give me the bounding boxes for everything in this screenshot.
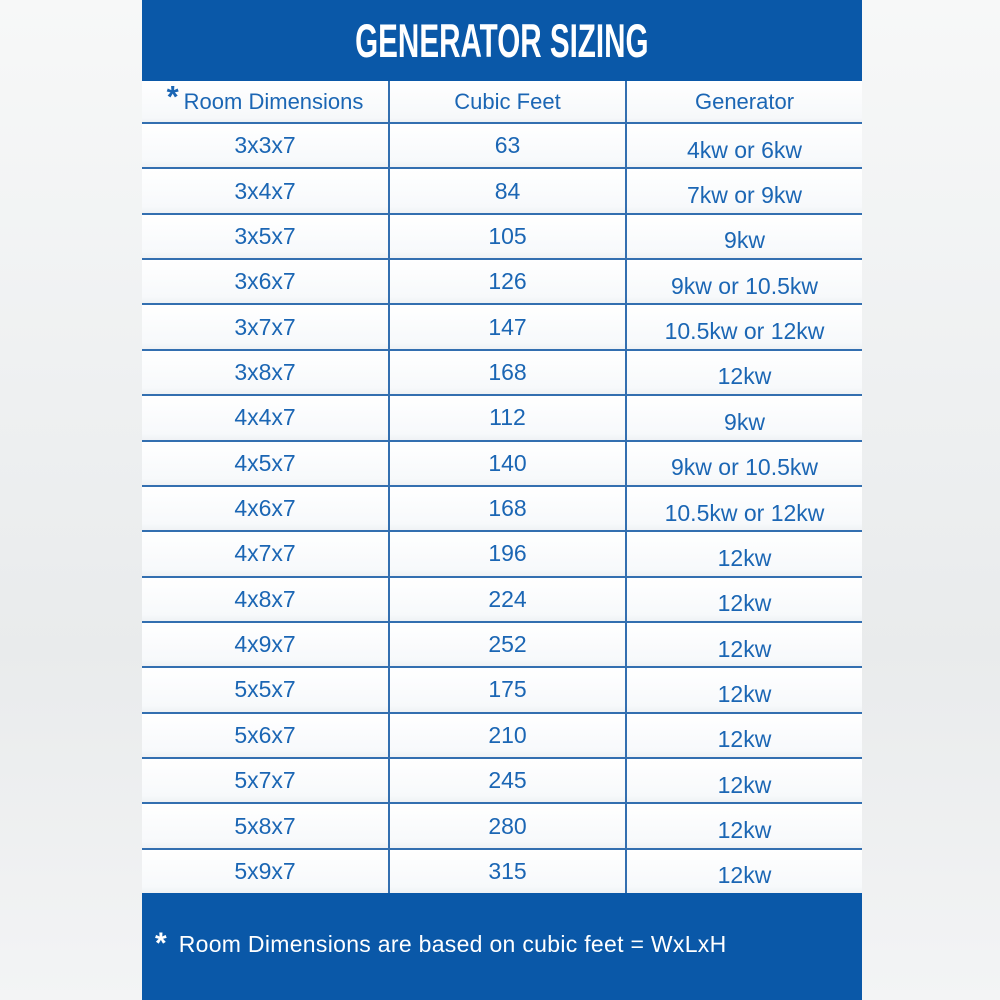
column-header-generator: Generator: [694, 88, 795, 114]
column-header-room-dimensions: [142, 78, 390, 122]
cell-cubic-feet: 168: [390, 351, 627, 394]
cell-generator: 7kw or 9kw: [686, 182, 803, 209]
cell-room-dimensions: 3x4x7: [142, 169, 390, 212]
cell-generator: 9kw or 10.5kw: [670, 272, 818, 299]
table-row: [142, 532, 862, 577]
cell-cubic-feet: 210: [390, 714, 627, 757]
cell-room-dimensions: 5x9x7: [142, 850, 390, 893]
cell-room-dimensions: 5x7x7: [142, 759, 390, 802]
table-row: [142, 578, 862, 623]
cell-cubic-feet: 105: [390, 215, 627, 258]
cell-generator: 12kw: [717, 363, 772, 390]
cell-room-dimensions: 4x7x7: [142, 532, 390, 575]
cell-generator: 12kw: [717, 862, 772, 889]
cell-room-dimensions: 5x8x7: [142, 804, 390, 847]
cell-room-dimensions: 5x6x7: [142, 714, 390, 757]
table-row: [142, 850, 862, 893]
cell-cubic-feet: 224: [390, 578, 627, 621]
column-header-label: Room Dimensions: [183, 88, 364, 114]
table-row: [142, 442, 862, 487]
cell-cubic-feet: 126: [390, 260, 627, 303]
column-header-cubic-feet: Cubic Feet: [390, 81, 627, 122]
cell-generator: 9kw: [724, 408, 765, 435]
cell-cubic-feet: 315: [390, 850, 627, 893]
table-row: [142, 124, 862, 169]
table-row: [142, 487, 862, 532]
table-row: [142, 396, 862, 441]
table-row: [142, 759, 862, 804]
cell-cubic-feet: 280: [390, 804, 627, 847]
cell-room-dimensions: 4x9x7: [142, 623, 390, 666]
cell-room-dimensions: 5x5x7: [142, 668, 390, 711]
table-header-row: [142, 78, 862, 124]
footnote-bar: [142, 893, 862, 1000]
cell-generator: 12kw: [717, 771, 772, 798]
cell-room-dimensions: 3x5x7: [142, 215, 390, 258]
cell-room-dimensions: 4x4x7: [142, 396, 390, 439]
table-row: [142, 623, 862, 668]
table-row: [142, 714, 862, 759]
asterisk-marker: *: [155, 927, 167, 960]
cell-generator: 4kw or 6kw: [686, 136, 803, 163]
table-row: [142, 804, 862, 849]
table-row: [142, 169, 862, 214]
cell-generator: 12kw: [717, 544, 772, 571]
cell-cubic-feet: 84: [390, 169, 627, 212]
cell-generator: 9kw or 10.5kw: [670, 454, 818, 481]
cell-cubic-feet: 175: [390, 668, 627, 711]
table-row: [142, 260, 862, 305]
cell-room-dimensions: 3x6x7: [142, 260, 390, 303]
table-row: [142, 351, 862, 396]
cell-generator: 12kw: [717, 635, 772, 662]
cell-generator: 12kw: [717, 680, 772, 707]
cell-cubic-feet: 168: [390, 487, 627, 530]
cell-generator: 12kw: [717, 590, 772, 617]
cell-room-dimensions: 3x7x7: [142, 305, 390, 348]
cell-room-dimensions: 3x8x7: [142, 351, 390, 394]
cell-room-dimensions: 4x6x7: [142, 487, 390, 530]
asterisk-marker: *: [166, 78, 179, 114]
cell-room-dimensions: 3x3x7: [142, 124, 390, 167]
cell-cubic-feet: 140: [390, 442, 627, 485]
page-title: GENERATOR SIZING: [355, 14, 649, 67]
cell-cubic-feet: 112: [390, 396, 627, 439]
cell-generator: 12kw: [717, 726, 772, 753]
cell-cubic-feet: 63: [390, 124, 627, 167]
cell-generator: 10.5kw or 12kw: [664, 499, 825, 526]
footnote-text: Room Dimensions are based on cubic feet = WxLxH: [178, 931, 727, 957]
cell-generator: 10.5kw or 12kw: [664, 318, 825, 345]
table-row: [142, 668, 862, 713]
table-body: [142, 124, 862, 893]
cell-room-dimensions: 4x8x7: [142, 578, 390, 621]
cell-generator: 12kw: [717, 817, 772, 844]
cell-cubic-feet: 196: [390, 532, 627, 575]
cell-cubic-feet: 147: [390, 305, 627, 348]
cell-cubic-feet: 245: [390, 759, 627, 802]
title-bar: [142, 0, 862, 81]
table-row: [142, 215, 862, 260]
table-row: [142, 305, 862, 350]
cell-room-dimensions: 4x5x7: [142, 442, 390, 485]
cell-generator: 9kw: [724, 227, 765, 254]
generator-sizing-panel: [142, 0, 862, 1000]
cell-cubic-feet: 252: [390, 623, 627, 666]
